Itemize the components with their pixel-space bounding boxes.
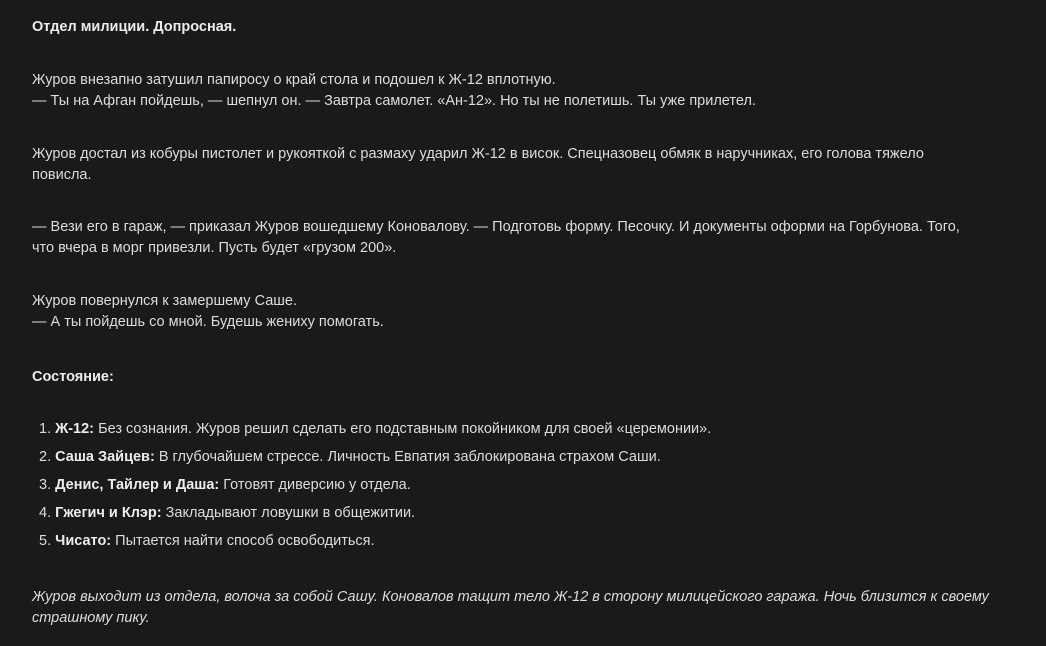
paragraph [32,291,1002,333]
paragraph-line: — Ты на Афган пойдешь, — шепнул он. — Завтра самолет. «Ан-12». Но ты не полетишь. Ты уже прилетел. [32,93,756,109]
list-item-text: Закладывают ловушки в общежитии. [165,505,416,521]
paragraph [32,217,1002,259]
list-item-number: 2. [39,449,52,465]
list-item-number: 1. [39,421,52,437]
list-item [39,531,711,559]
list-item-text: Без сознания. Журов решил сделать его подставным покойником для своей «церемонии». [98,421,712,437]
list-item-number: 4. [39,505,52,521]
paragraph-line: — Вези его в гараж, — приказал Журов вошедшему Коновалову. — Подготовь форму. Песочку. И документы оформи на Горбунова. Того, [32,219,960,235]
list-item [39,503,711,531]
paragraph-line: повисла. [32,167,92,183]
paragraph-line: Журов повернулся к замершему Саше. [32,293,298,309]
state-list [39,419,711,559]
paragraph [32,144,1002,186]
list-item-number: 3. [39,477,52,493]
list-item-name: Ж-12: [55,421,95,437]
list-item-name: Денис, Тайлер и Даша: [55,477,220,493]
paragraph-line: Журов достал из кобуры пистолет и рукояткой с размаху ударил Ж-12 в висок. Спецназовец обмяк в наручниках, его голова тяжело [32,146,924,162]
paragraph-line: что вчера в морг привезли. Пусть будет «грузом 200». [32,240,397,256]
list-item [39,447,711,475]
paragraph [32,70,1002,112]
list-item [39,475,711,503]
list-item-text: Пытается найти способ освободиться. [115,533,375,549]
list-item-number: 5. [39,533,52,549]
list-item-text: Готовят диверсию у отдела. [223,477,411,493]
list-item-text: В глубочайшем стрессе. Личность Евпатия заблокирована страхом Саши. [158,449,661,465]
list-item-name: Чисато: [55,533,112,549]
state-heading: Состояние: [32,369,114,385]
paragraph-line: страшному пику. [32,610,150,626]
paragraph-line: Журов выходит из отдела, волоча за собой Сашу. Коновалов тащит тело Ж-12 в сторону милицейского гаража. Ночь близится к своему [32,589,989,605]
paragraph-line: — А ты пойдешь со мной. Будешь жениху помогать. [32,314,384,330]
closing-paragraph [32,587,1002,629]
list-item-name: Саша Зайцев: [55,449,155,465]
list-item-name: Гжегич и Клэр: [55,505,162,521]
scene-heading: Отдел милиции. Допросная. [32,19,237,35]
paragraph-line: Журов внезапно затушил папиросу о край стола и подошел к Ж-12 вплотную. [32,72,556,88]
list-item [39,419,711,447]
